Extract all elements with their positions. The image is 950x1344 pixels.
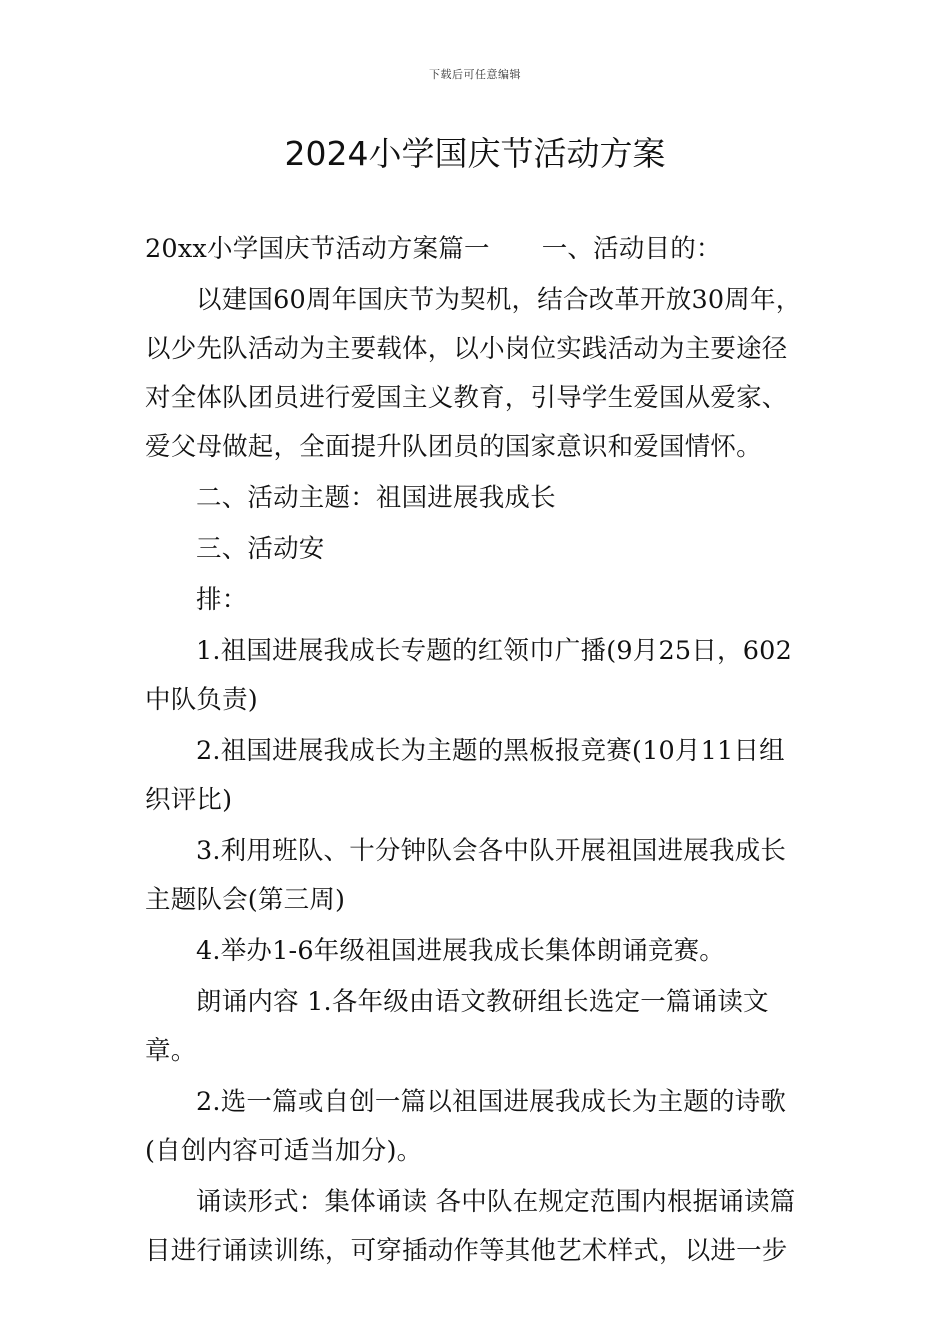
list-item-1: 1.祖国进展我成长专题的红领巾广播(9月25日，602中队负责) bbox=[145, 636, 793, 715]
list-item-4: 4.举办1-6年级祖国进展我成长集体朗诵竞赛。 bbox=[196, 936, 725, 966]
list-item-2: 2.祖国进展我成长为主题的黑板报竞赛(10月11日组织评比) bbox=[145, 736, 785, 815]
intro-heading: 20xx小学国庆节活动方案篇一 bbox=[145, 234, 490, 264]
recitation-content: 朗诵内容 1.各年级由语文教研组长选定一篇诵读文章。 bbox=[145, 987, 769, 1066]
intro-line bbox=[145, 225, 810, 274]
header-note: 下载后可任意编辑 bbox=[429, 68, 521, 81]
paragraph-purpose: 以建国60周年国庆节为契机，结合改革开放30周年，以少先队活动为主要载体，以小岗位实践活动为主要途径对全体队团员进行爱国主义教育，引导学生爱国从爱家、爱父母做起，全面提升队团员的国家意识和爱国情怀。 bbox=[145, 285, 802, 462]
section-heading-arrangement: 三、活动安 bbox=[196, 534, 325, 564]
list-item-3: 3.利用班队、十分钟队会各中队开展祖国进展我成长主题队会(第三周) bbox=[145, 836, 787, 915]
section-heading-arrangement-cont: 排： bbox=[196, 585, 248, 615]
document-body bbox=[145, 225, 810, 1278]
recitation-form: 诵读形式：集体诵读 各中队在规定范围内根据诵读篇目进行诵读训练，可穿插动作等其他艺术样式，以进一步 bbox=[145, 1187, 796, 1266]
section-heading-theme: 二、活动主题：祖国进展我成长 bbox=[196, 483, 556, 513]
recitation-content-2: 2.选一篇或自创一篇以祖国进展我成长为主题的诗歌(自创内容可适当加分)。 bbox=[145, 1087, 787, 1166]
document-title: 2024小学国庆节活动方案 bbox=[284, 134, 666, 173]
section-heading-purpose: 一、活动目的： bbox=[541, 234, 722, 264]
